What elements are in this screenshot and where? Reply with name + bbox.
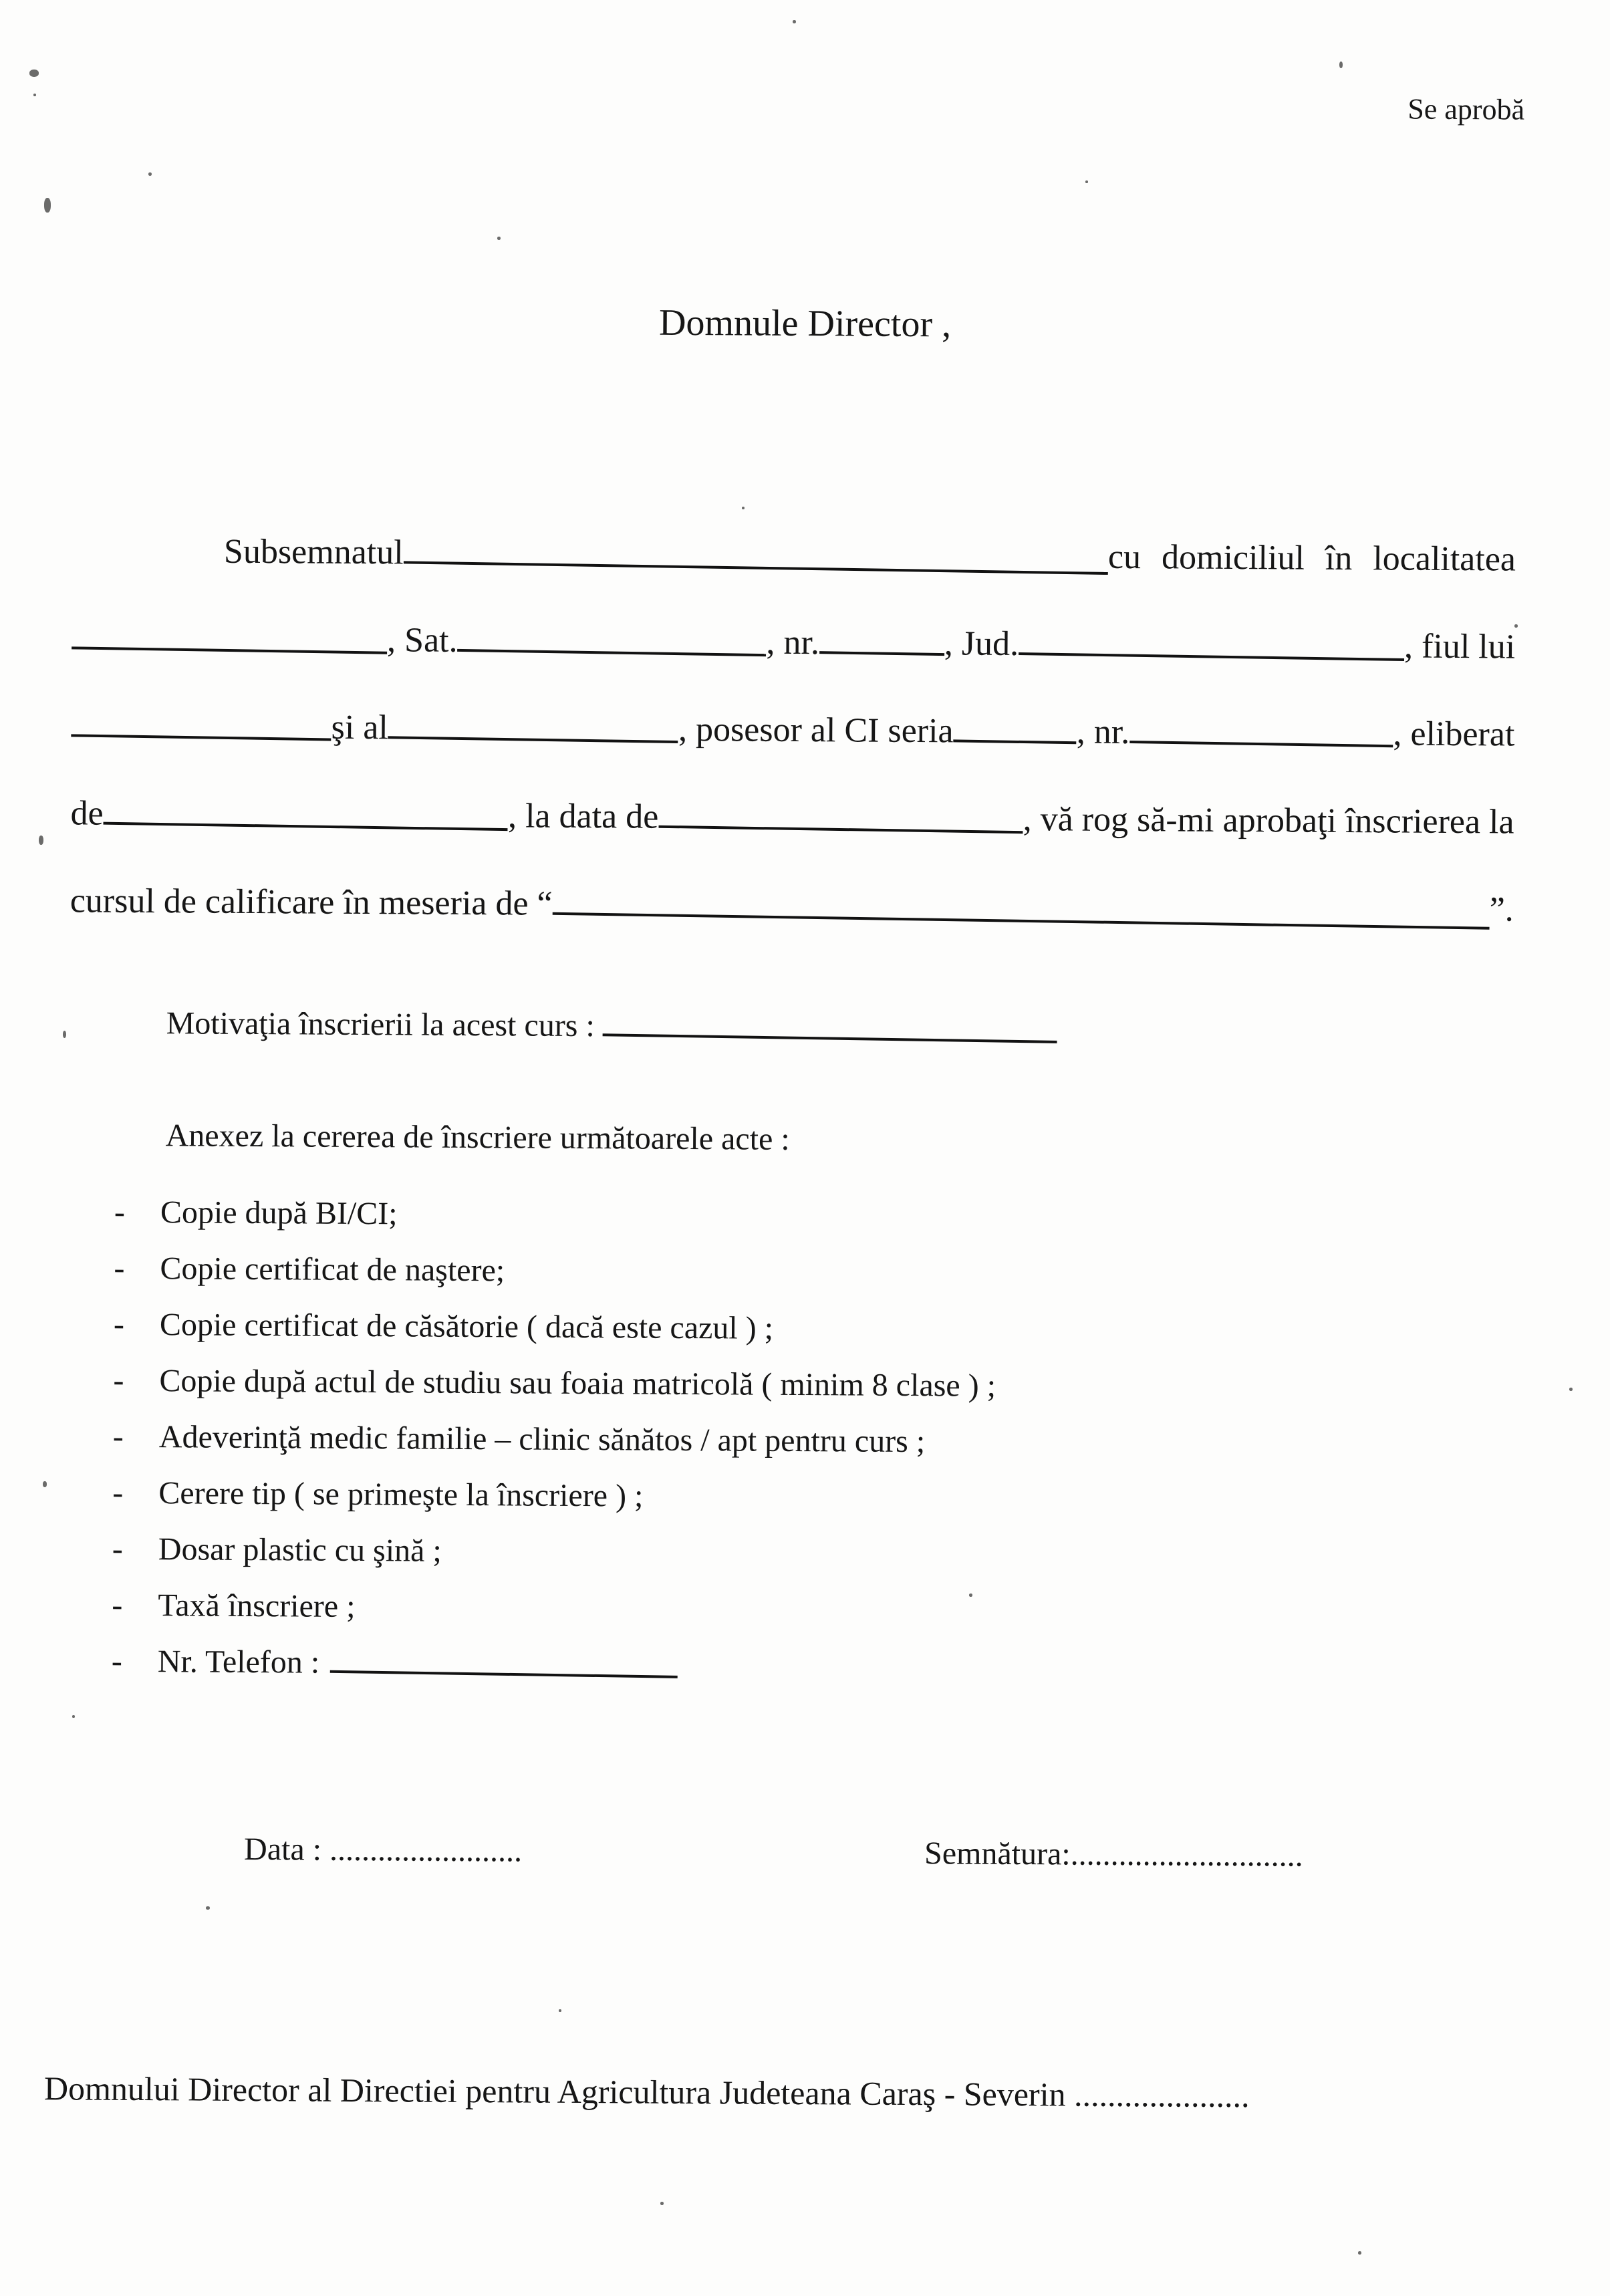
blank-village-field [457, 649, 766, 656]
blank-issued-by-field [104, 822, 508, 832]
list-item [67, 1408, 1510, 1473]
label-la-data-de: , la data de [507, 797, 659, 836]
scan-speck [969, 1593, 972, 1597]
scan-speck [1358, 2251, 1361, 2255]
motivation-row [69, 989, 1513, 1065]
date-label: Data : ........................ [243, 1831, 523, 1869]
annex-heading: Anexez la cererea de înscriere următoarele acte : [165, 1118, 790, 1157]
paragraph-indent [72, 561, 224, 562]
blank-locality-field [72, 646, 387, 654]
list-item-label: Dosar plastic cu şină ; [158, 1531, 442, 1569]
dash-bullet: - [114, 1194, 126, 1230]
list-item [68, 1240, 1511, 1305]
dash-bullet: - [113, 1306, 125, 1342]
label-ci-nr: , nr. [1076, 713, 1130, 752]
list-item-phone [65, 1633, 1509, 1698]
label-subsemnatul: Subsemnatul [223, 532, 404, 572]
fill-in-line-1 [72, 507, 1516, 603]
dash-bullet: - [112, 1475, 124, 1511]
dash-bullet: - [113, 1362, 124, 1398]
blank-ci-series-field [953, 739, 1076, 744]
list-item-label: Adeverinţă medic familie – clinic sănătos / apt pentru curs ; [158, 1419, 926, 1460]
list-item [67, 1352, 1510, 1417]
label-va-rog: , vă rog să-mi aprobaţi înscrierea la [1023, 800, 1514, 842]
fill-in-line-5 [70, 857, 1514, 953]
scan-speck [43, 1481, 47, 1487]
label-domiciliul: cu domiciliul în localitatea [1107, 537, 1516, 579]
dash-bullet: - [112, 1418, 124, 1454]
fill-in-line-3 [71, 682, 1515, 778]
blank-house-number-field [819, 651, 944, 656]
scan-speck [44, 198, 51, 213]
label-nr: , nr. [766, 623, 820, 662]
blank-issue-date-field [658, 825, 1023, 834]
list-item [68, 1296, 1511, 1361]
list-item [66, 1521, 1510, 1585]
signature-label: Semnătura:............................. [924, 1835, 1303, 1874]
scan-speck [63, 1031, 66, 1038]
label-cursul-de-calificare: cursul de calificare în meseria de “ [70, 882, 553, 923]
request-paragraph [70, 507, 1516, 953]
label-fiul-lui: , fiul lui [1403, 627, 1516, 666]
label-sat: , Sat. [386, 621, 458, 660]
blank-course-name-field [553, 912, 1490, 930]
phone-label: Nr. Telefon : [157, 1644, 320, 1680]
motivation-label: Motivaţia înscrierii la acest curs : [166, 1005, 595, 1044]
list-item-label: Taxă înscriere ; [158, 1587, 356, 1624]
label-ci-seria: , posesor al CI seria [678, 710, 954, 751]
list-item-label: Copie după BI/CI; [160, 1194, 398, 1232]
blank-motivation-field [603, 1033, 1057, 1043]
list-item [65, 1577, 1509, 1642]
scan-speck [742, 507, 745, 509]
list-item [66, 1464, 1510, 1529]
letter-title: Domnule Director , [658, 301, 952, 346]
blank-county-field [1019, 652, 1404, 661]
label-closing-quote: ”. [1489, 890, 1514, 929]
list-item-label: Copie certificat de căsătorie ( dacă este cazul ) ; [159, 1307, 774, 1346]
scan-speck [1569, 1388, 1573, 1391]
dash-bullet: - [112, 1587, 123, 1623]
scan-speck [793, 20, 796, 23]
scan-speck [148, 172, 152, 176]
scan-speck [497, 237, 501, 240]
blank-father-name-field [71, 734, 331, 741]
blank-mother-name-field [388, 736, 678, 743]
dash-bullet: - [114, 1250, 125, 1286]
label-de: de [70, 794, 104, 833]
list-item-label: Copie certificat de naştere; [160, 1251, 505, 1289]
scan-speck [1514, 624, 1518, 628]
dash-bullet: - [111, 1643, 122, 1679]
annex-document-list [65, 1184, 1512, 1698]
scan-speck [1339, 61, 1343, 68]
dash-bullet: - [112, 1531, 124, 1567]
blank-fullname-field [404, 561, 1108, 575]
scan-speck [72, 1715, 75, 1718]
label-si-al: şi al [331, 708, 389, 747]
fill-in-line-2 [72, 594, 1516, 690]
list-item-label: Cerere tip ( se primeşte la înscriere ) ; [158, 1475, 644, 1514]
scan-speck [660, 2202, 664, 2205]
blank-ci-number-field [1129, 741, 1393, 747]
list-item-label: Copie după actul de studiu sau foaia matricolă ( minim 8 clase ) ; [159, 1363, 996, 1404]
label-jud: , Jud. [944, 624, 1019, 663]
label-eliberat: , eliberat [1393, 715, 1515, 754]
addressee-line: Domnului Director al Directiei pentru Agricultura Judeteana Caraş - Severin ..................... [43, 2069, 1250, 2115]
approval-annotation: Se aprobă [1407, 92, 1525, 126]
scan-speck [33, 94, 36, 96]
scan-speck [39, 836, 43, 845]
signature-row [64, 1815, 1508, 1890]
scan-speck [1085, 180, 1088, 183]
scan-speck [559, 2009, 561, 2012]
scan-speck [29, 70, 39, 77]
scan-speck [206, 1906, 210, 1910]
blank-phone-number-field [330, 1670, 678, 1678]
list-item [68, 1184, 1512, 1249]
fill-in-line-4 [70, 769, 1514, 866]
